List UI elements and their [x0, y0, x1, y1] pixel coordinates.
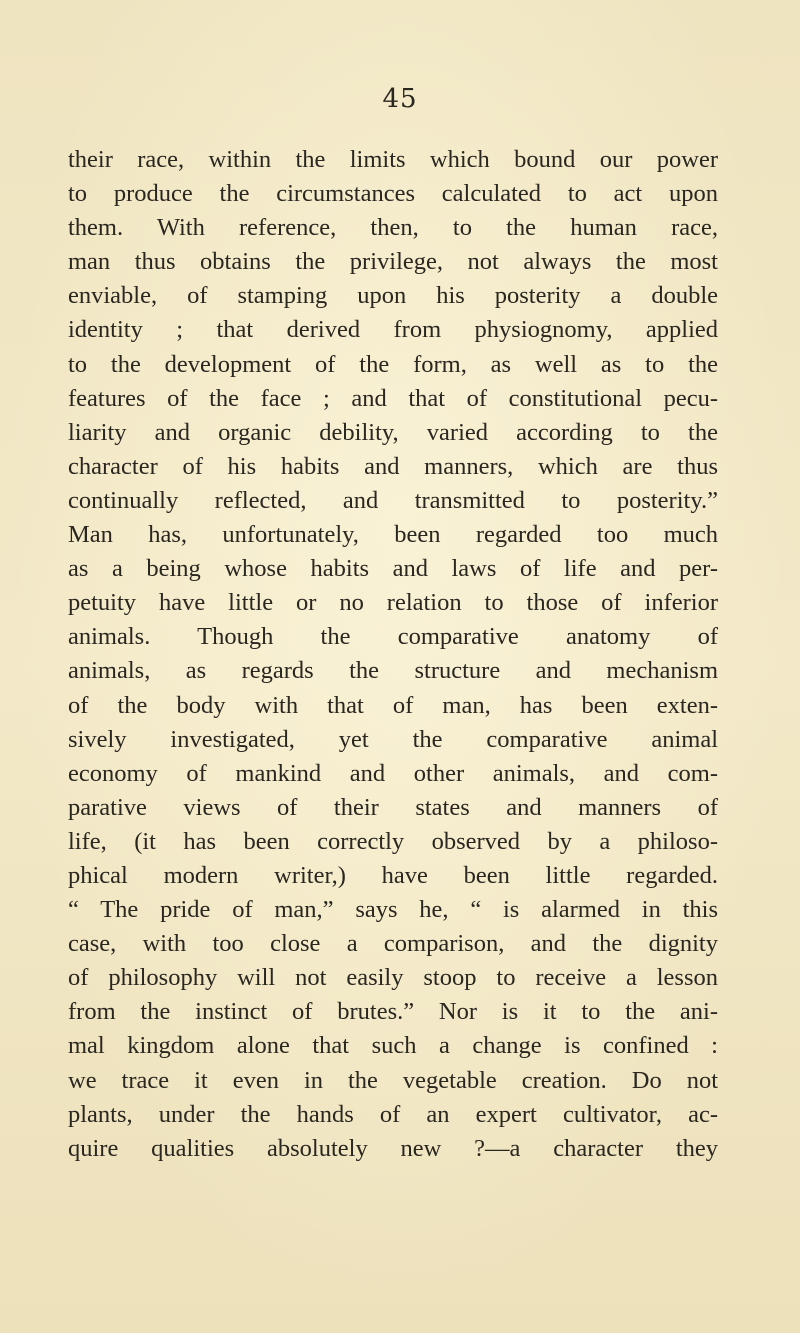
text-line: their race, within the limits which bound our power — [68, 146, 718, 173]
text-line: Man has, unfortunately, been regarded too much — [68, 521, 718, 549]
text-line: man thus obtains the privilege, not always the most — [68, 248, 718, 276]
text-line: them. With reference, then, to the human race, — [68, 214, 718, 242]
text-line: plants, under the hands of an expert cultivator, ac- — [68, 1100, 718, 1128]
page-number: 45 — [382, 84, 418, 114]
text-line: mal kingdom alone that such a change is confined : — [68, 1032, 718, 1060]
text-line: as a being whose habits and laws of life and per- — [68, 555, 718, 583]
text-line: quire qualities absolutely new ?—a character they — [68, 1134, 718, 1162]
text-line: we trace it even in the vegetable creation. Do not — [68, 1066, 718, 1094]
text-line: character of his habits and manners, which are thus — [68, 452, 718, 480]
text-line: of philosophy will not easily stoop to receive a lesson — [68, 964, 718, 992]
text-line: from the instinct of brutes.” Nor is it to the ani- — [68, 998, 718, 1026]
text-line: animals, as regards the structure and mechanism — [68, 657, 718, 685]
text-line: economy of mankind and other animals, and com- — [68, 759, 718, 787]
text-line: to the development of the form, as well as to the — [68, 350, 718, 378]
text-line: case, with too close a comparison, and the dignity — [68, 930, 718, 958]
text-line: life, (it has been correctly observed by a philoso- — [68, 827, 718, 855]
body-text — [68, 143, 718, 1166]
text-line: “ The pride of man,” says he, “ is alarmed in this — [68, 896, 718, 924]
text-line: enviable, of stamping upon his posterity a double — [68, 282, 718, 310]
text-line: phical modern writer,) have been little regarded. — [68, 861, 718, 889]
text-line: sively investigated, yet the comparative animal — [68, 725, 718, 753]
text-line: liarity and organic debility, varied according to the — [68, 418, 718, 446]
text-line: animals. Though the comparative anatomy of — [68, 623, 718, 651]
text-line: parative views of their states and manners of — [68, 793, 718, 821]
text-line: continually reflected, and transmitted to posterity.” — [68, 486, 718, 514]
text-line: features of the face ; and that of constitutional pecu- — [68, 384, 718, 412]
text-line: of the body with that of man, has been exten- — [68, 691, 718, 719]
text-line: identity ; that derived from physiognomy, applied — [68, 316, 718, 344]
text-line: petuity have little or no relation to those of inferior — [68, 589, 718, 617]
text-line: to produce the circumstances calculated to act upon — [68, 180, 718, 208]
